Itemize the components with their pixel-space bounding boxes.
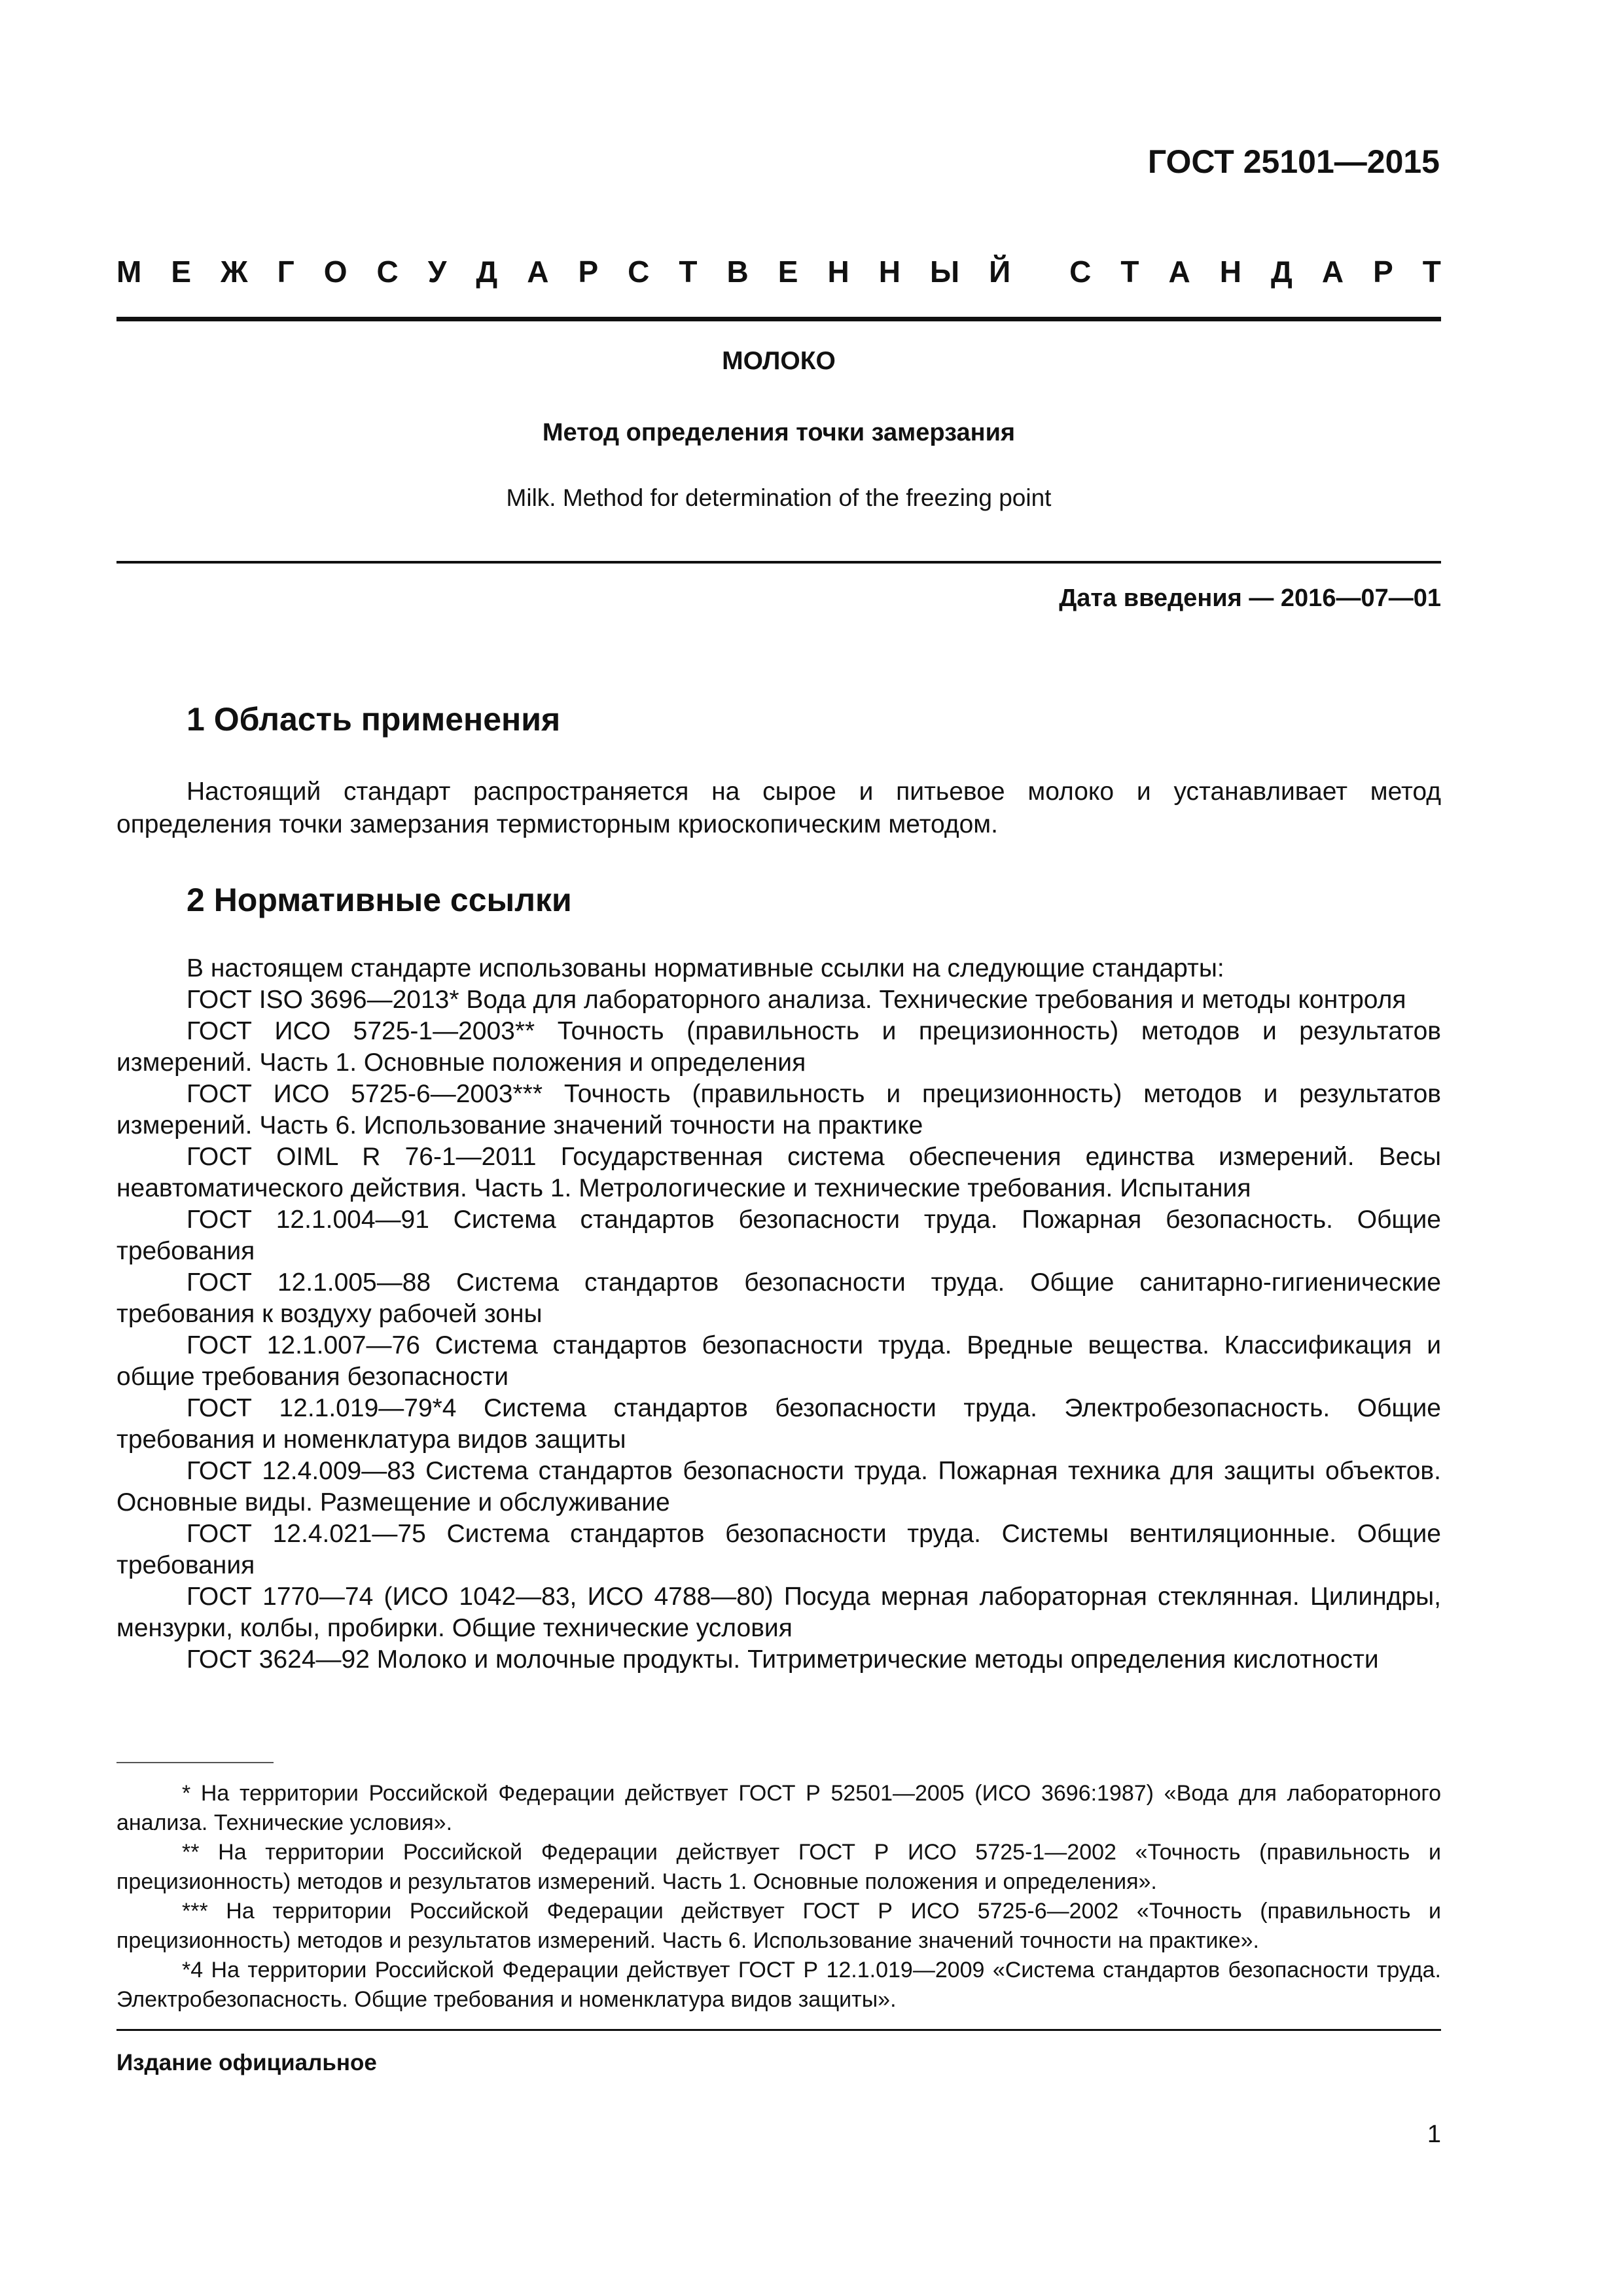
section-paragraph: Настоящий стандарт распространяется на сырое и питьевое молоко и устанавливает метод определения точки замерзания термисторным криоскопическим методом.: [116, 778, 1441, 838]
banner-letter: Н: [1219, 255, 1242, 289]
banner-letter: Д: [476, 255, 498, 289]
reference-item: ГОСТ 12.1.007—76 Система стандартов безопасности труда. Вредные вещества. Классификация и общие требования безопасности: [116, 1331, 1441, 1391]
footnote: *4 На территории Российской Федерации действует ГОСТ Р 12.1.019—2009 «Система стандартов безопасности труда. Электробезопасность. Общие требования и номенклатура видов защиты».: [116, 1958, 1441, 2012]
banner-letter: С: [628, 255, 650, 289]
official-edition-label: Издание официальное: [116, 2050, 377, 2075]
banner-letter: А: [1321, 255, 1344, 289]
reference-item: ГОСТ 12.1.004—91 Система стандартов безопасности труда. Пожарная безопасность. Общие требования: [116, 1206, 1441, 1265]
banner-letter: Т: [1120, 255, 1139, 289]
banner-letter: У: [427, 255, 447, 289]
banner-letter: А: [1168, 255, 1190, 289]
reference-item: ГОСТ ИСО 5725-1—2003** Точность (правильность и прецизионность) методов и результатов измерений. Часть 1. Основные положения и определения: [116, 1017, 1441, 1077]
banner-letter: Ж: [221, 255, 248, 289]
footnote: * На территории Российской Федерации действует ГОСТ Р 52501—2005 (ИСО 3696:1987) «Вода для лабораторного анализа. Технические условия».: [116, 1781, 1441, 1835]
reference-item: ГОСТ ISO 3696—2013* Вода для лабораторного анализа. Технические требования и методы контроля: [187, 986, 1406, 1014]
references-intro: В настоящем стандарте использованы нормативные ссылки на следующие стандарты:: [187, 954, 1224, 982]
reference-item: ГОСТ 12.4.021—75 Система стандартов безопасности труда. Системы вентиляционные. Общие требования: [116, 1520, 1441, 1579]
banner-letter: В: [726, 255, 749, 289]
reference-item: ГОСТ 12.1.019—79*4 Система стандартов безопасности труда. Электробезопасность. Общие требования и номенклатура видов защиты: [116, 1394, 1441, 1454]
banner-letter: Р: [1373, 255, 1393, 289]
section-heading: 2 Нормативные ссылки: [187, 882, 572, 918]
reference-item: ГОСТ 12.4.009—83 Система стандартов безопасности труда. Пожарная техника для защиты объектов. Основные виды. Размещение и обслуживание: [116, 1457, 1441, 1516]
footnote-separator: [116, 1762, 274, 1763]
banner-letter: С: [1069, 255, 1092, 289]
footnote: *** На территории Российской Федерации действует ГОСТ Р ИСО 5725-6—2002 «Точность (правильность и прецизионность) методов и результатов измерений. Часть 6. Использование значений точности на практике».: [116, 1899, 1441, 1953]
page-number: 1: [1427, 2121, 1441, 2148]
references-list: [116, 953, 1441, 1676]
interstate-standard-banner: [116, 254, 1441, 289]
banner-letter: С: [376, 255, 399, 289]
banner-letter: Г: [277, 255, 294, 289]
banner-letter: Д: [1271, 255, 1293, 289]
banner-letter: М: [116, 255, 142, 289]
footer-rule: [116, 2029, 1441, 2031]
reference-item: ГОСТ 1770—74 (ИСО 1042—83, ИСО 4788—80) Посуда мерная лабораторная стеклянная. Цилиндры, мензурки, колбы, пробирки. Общие технические условия: [116, 1583, 1441, 1642]
banner-letter: Р: [578, 255, 599, 289]
document-subtitle-english: Milk. Method for determination of the freezing point: [506, 484, 1052, 511]
document-title: МОЛОКО: [722, 347, 836, 375]
banner-letter: Ы: [930, 255, 960, 289]
banner-letter: Е: [777, 255, 798, 289]
reference-item: ГОСТ OIML R 76-1—2011 Государственная система обеспечения единства измерений. Весы неавтоматического действия. Часть 1. Метрологические и технические требования. Испытания: [116, 1143, 1441, 1202]
reference-item: ГОСТ 12.1.005—88 Система стандартов безопасности труда. Общие санитарно-гигиенические требования к воздуху рабочей зоны: [116, 1268, 1441, 1328]
reference-item: ГОСТ 3624—92 Молоко и молочные продукты. Титриметрические методы определения кислотности: [187, 1645, 1379, 1674]
title-rule: [116, 561, 1441, 564]
banner-letter: Н: [827, 255, 849, 289]
document-subtitle: Метод определения точки замерзания: [542, 419, 1016, 446]
banner-letter: Е: [171, 255, 192, 289]
banner-letter: Т: [1422, 255, 1441, 289]
banner-letter: А: [527, 255, 549, 289]
section-heading: 1 Область применения: [187, 701, 561, 738]
header-rule: [116, 317, 1441, 321]
standard-number: ГОСТ 25101—2015: [1147, 143, 1440, 180]
banner-letter: Н: [878, 255, 901, 289]
banner-letter: Т: [679, 255, 698, 289]
banner-letter: Й: [989, 255, 1011, 289]
introduction-date: Дата введения — 2016—07—01: [1059, 584, 1441, 612]
banner-letter: О: [323, 255, 348, 289]
reference-item: ГОСТ ИСО 5725-6—2003*** Точность (правильность и прецизионность) методов и результатов измерений. Часть 6. Использование значений точности на практике: [116, 1080, 1441, 1139]
footnote: ** На территории Российской Федерации действует ГОСТ Р ИСО 5725-1—2002 «Точность (правильность и прецизионность) методов и результатов измерений. Часть 1. Основные положения и определения».: [116, 1840, 1441, 1894]
footnotes: [116, 1779, 1441, 2015]
